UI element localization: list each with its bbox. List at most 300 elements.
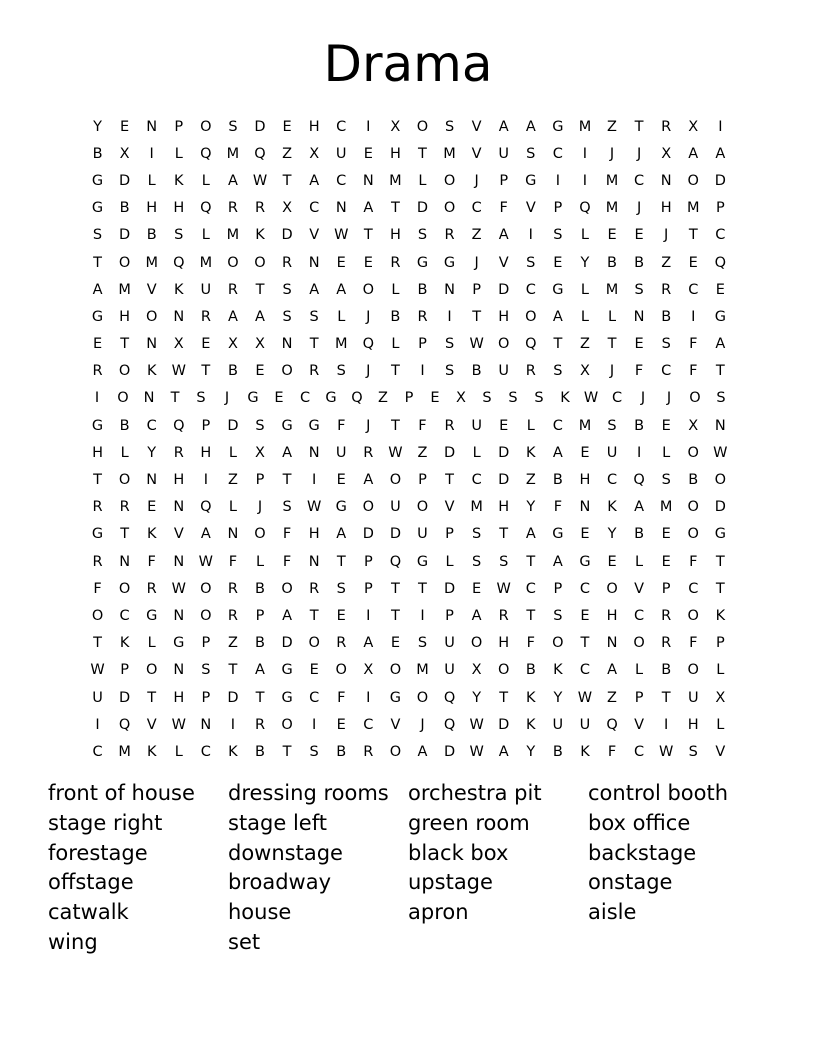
grid-letter: E <box>274 390 284 407</box>
grid-letter: V <box>146 716 157 733</box>
grid-letter: Z <box>282 145 293 162</box>
grid-letter: A <box>200 526 211 543</box>
grid-letter: W <box>577 689 593 706</box>
grid-letter: T <box>445 472 454 489</box>
grid-letter: Q <box>173 254 185 271</box>
grid-letter: O <box>281 363 293 380</box>
grid-letter: G <box>714 526 726 543</box>
grid-letter: T <box>418 145 427 162</box>
grid-letter: M <box>389 172 402 189</box>
grid-letter: Y <box>93 118 102 135</box>
grid-letter: T <box>553 336 563 353</box>
grid-letter: H <box>173 689 185 706</box>
grid-letter: E <box>363 145 373 162</box>
grid-letter: C <box>611 390 623 407</box>
grid-letter: S <box>634 281 644 298</box>
grid-letter: W <box>171 716 186 733</box>
grid-letter: C <box>92 743 103 760</box>
grid-letter: U <box>498 363 510 380</box>
grid-letter: R <box>92 499 103 516</box>
grid-letter: P <box>634 689 644 706</box>
grid-letter: N <box>173 553 185 570</box>
grid-letter: T <box>661 689 671 706</box>
grid-letter: I <box>447 308 452 325</box>
grid-letter: I <box>366 607 371 624</box>
grid-letter: N <box>146 336 158 353</box>
grid-letter: U <box>335 145 347 162</box>
grid-letter: M <box>226 145 240 162</box>
grid-letter: C <box>606 472 618 489</box>
grid-letter: A <box>498 743 509 760</box>
grid-letter: R <box>146 580 157 597</box>
word-list-item: front of house <box>48 781 195 805</box>
grid-letter: M <box>443 145 456 162</box>
grid-letter: N <box>335 200 347 217</box>
grid-letter: I <box>366 118 371 135</box>
grid-letter: I <box>230 716 236 733</box>
grid-letter: D <box>254 118 266 135</box>
grid-letter: P <box>661 580 671 597</box>
grid-letter: I <box>149 145 154 162</box>
grid-letter: B <box>688 472 699 489</box>
grid-letter: R <box>227 200 238 217</box>
letter-grid <box>84 113 734 766</box>
grid-letter: C <box>200 743 211 760</box>
grid-letter: A <box>92 281 103 298</box>
grid-letter: C <box>336 172 347 189</box>
grid-letter: L <box>120 444 129 461</box>
grid-letter: P <box>499 172 509 189</box>
grid-letter: U <box>92 689 103 706</box>
grid-letter: E <box>715 281 725 298</box>
grid-letter: L <box>580 308 589 325</box>
grid-letter: D <box>498 281 510 298</box>
grid-letter: Q <box>362 336 375 353</box>
word-list-item: broadway <box>228 870 332 895</box>
grid-letter: E <box>282 118 292 135</box>
grid-letter: F <box>499 200 508 217</box>
grid-letter: Z <box>227 472 238 489</box>
grid-letter: B <box>552 472 563 489</box>
grid-letter: S <box>282 499 292 516</box>
grid-letter: O <box>552 635 564 652</box>
grid-letter: A <box>336 281 347 298</box>
grid-letter: C <box>525 281 536 298</box>
grid-letter: C <box>309 689 320 706</box>
grid-letter: C <box>299 390 311 407</box>
grid-letter: T <box>580 635 590 652</box>
grid-letter: R <box>390 254 401 271</box>
grid-letter: E <box>580 444 590 461</box>
grid-letter: O <box>687 607 699 624</box>
grid-letter: S <box>174 227 184 244</box>
grid-letter: W <box>252 172 268 189</box>
grid-letter: L <box>635 662 644 679</box>
grid-letter: S <box>417 635 428 652</box>
grid-letter: O <box>308 635 320 652</box>
grid-letter: C <box>552 145 563 162</box>
grid-letter: E <box>688 254 698 271</box>
grid-letter: X <box>390 118 401 135</box>
grid-letter: N <box>308 254 320 271</box>
grid-letter: E <box>661 553 671 570</box>
grid-letter: T <box>715 363 725 380</box>
word-list-item: orchestra pit <box>408 781 542 805</box>
grid-letter: B <box>634 417 645 434</box>
grid-letter: O <box>687 499 699 516</box>
grid-letter: S <box>255 417 265 434</box>
grid-letter: V <box>309 227 320 244</box>
grid-letter: S <box>482 390 492 407</box>
grid-letter: D <box>281 635 293 652</box>
grid-letter: I <box>528 227 533 244</box>
grid-letter: L <box>526 417 535 434</box>
grid-letter: I <box>312 472 317 489</box>
grid-letter: A <box>363 472 374 489</box>
grid-letter: U <box>606 444 618 461</box>
grid-letter: C <box>579 580 590 597</box>
grid-letter: E <box>634 227 644 244</box>
grid-letter: K <box>255 227 265 244</box>
grid-letter: I <box>555 172 560 189</box>
grid-letter: T <box>390 200 400 217</box>
grid-letter: S <box>716 390 726 407</box>
grid-letter: T <box>418 580 427 597</box>
grid-letter: S <box>336 363 346 380</box>
grid-letter: A <box>227 308 238 325</box>
grid-letter: R <box>525 363 536 380</box>
grid-letter: T <box>282 172 292 189</box>
grid-letter: P <box>255 472 265 489</box>
grid-letter: B <box>661 308 672 325</box>
grid-letter: O <box>443 172 456 189</box>
grid-letter: O <box>145 308 158 325</box>
grid-letter: E <box>580 526 590 543</box>
grid-letter: G <box>416 254 429 271</box>
grid-letter: D <box>443 743 456 760</box>
grid-letter: R <box>363 444 374 461</box>
grid-letter: W <box>388 444 403 461</box>
grid-letter: K <box>560 390 570 407</box>
grid-letter: L <box>174 743 183 760</box>
grid-letter: N <box>308 444 320 461</box>
grid-letter: U <box>200 281 212 298</box>
word-list-item: control booth <box>588 781 729 805</box>
grid-letter: X <box>661 145 672 162</box>
word-list-item: onstage <box>588 870 673 895</box>
word-list-item: dressing rooms <box>228 781 389 805</box>
grid-letter: A <box>525 118 536 135</box>
grid-letter: S <box>688 743 698 760</box>
grid-letter: T <box>120 526 130 543</box>
grid-letter: A <box>552 444 563 461</box>
grid-letter: L <box>255 553 265 570</box>
grid-letter: M <box>416 662 429 679</box>
grid-letter: F <box>147 553 156 570</box>
grid-letter: J <box>609 363 615 380</box>
grid-letter: E <box>201 336 211 353</box>
grid-row <box>84 657 734 684</box>
grid-letter: C <box>552 417 563 434</box>
grid-letter: B <box>119 417 130 434</box>
grid-letter: T <box>147 689 157 706</box>
grid-letter: E <box>120 118 130 135</box>
grid-letter: V <box>471 145 482 162</box>
grid-row <box>84 303 734 330</box>
grid-letter: O <box>416 118 429 135</box>
grid-letter: A <box>552 308 563 325</box>
grid-letter: T <box>93 635 102 652</box>
grid-letter: F <box>282 553 292 570</box>
grid-letter: G <box>552 281 564 298</box>
word-list-item: backstage <box>588 840 697 865</box>
grid-letter: P <box>201 635 211 652</box>
grid-row <box>84 439 734 466</box>
grid-letter: O <box>281 716 293 733</box>
grid-letter: Z <box>417 444 428 461</box>
grid-letter: V <box>525 200 536 217</box>
grid-letter: J <box>640 390 646 407</box>
grid-letter: S <box>228 118 238 135</box>
grid-row <box>84 167 734 194</box>
grid-letter: E <box>255 363 265 380</box>
grid-letter: R <box>282 254 293 271</box>
grid-letter: J <box>636 200 642 217</box>
grid-letter: T <box>526 553 536 570</box>
grid-letter: Q <box>173 417 185 434</box>
grid-letter: I <box>582 172 588 189</box>
word-list-item: green room <box>408 810 530 835</box>
grid-letter: U <box>444 635 455 652</box>
grid-letter: O <box>254 526 266 543</box>
grid-letter: A <box>715 145 726 162</box>
grid-letter: R <box>309 363 320 380</box>
grid-letter: S <box>444 363 455 380</box>
grid-letter: V <box>390 716 401 733</box>
grid-letter: R <box>254 716 266 733</box>
grid-letter: A <box>525 526 536 543</box>
grid-letter: T <box>390 417 400 434</box>
grid-letter: A <box>282 444 293 461</box>
grid-letter: X <box>363 662 374 679</box>
grid-letter: D <box>498 472 510 489</box>
grid-letter: U <box>579 716 591 733</box>
grid-letter: J <box>666 390 672 407</box>
grid-row <box>84 684 734 711</box>
grid-letter: O <box>362 499 375 516</box>
grid-letter: C <box>146 417 157 434</box>
grid-letter: J <box>474 172 479 189</box>
grid-letter: W <box>496 580 511 597</box>
grid-row <box>84 548 734 575</box>
grid-letter: O <box>687 662 699 679</box>
grid-letter: E <box>430 390 440 407</box>
grid-letter: O <box>633 635 645 652</box>
grid-letter: S <box>553 363 563 380</box>
grid-letter: K <box>146 743 157 760</box>
grid-letter: O <box>117 390 129 407</box>
grid-letter: I <box>420 363 425 380</box>
grid-letter: M <box>118 743 131 760</box>
grid-letter: O <box>254 254 266 271</box>
grid-letter: L <box>337 308 346 325</box>
grid-letter: N <box>200 716 212 733</box>
grid-letter: S <box>282 281 292 298</box>
grid-letter: H <box>687 716 699 733</box>
grid-letter: S <box>499 553 509 570</box>
grid-letter: Q <box>579 200 591 217</box>
grid-letter: E <box>336 716 346 733</box>
grid-letter: B <box>552 743 563 760</box>
grid-letter: B <box>634 254 645 271</box>
grid-letter: I <box>582 145 588 162</box>
grid-letter: N <box>146 118 158 135</box>
grid-letter: G <box>173 635 185 652</box>
grid-letter: G <box>308 417 320 434</box>
grid-letter: T <box>309 336 319 353</box>
grid-letter: Q <box>714 254 727 271</box>
grid-letter: S <box>661 336 671 353</box>
grid-letter: S <box>282 308 292 325</box>
grid-letter: J <box>474 254 479 271</box>
grid-letter: B <box>255 743 265 760</box>
grid-letter: K <box>526 716 536 733</box>
grid-letter: O <box>689 390 701 407</box>
grid-letter: H <box>389 227 401 244</box>
grid-letter: L <box>391 281 400 298</box>
grid-letter: G <box>91 172 104 189</box>
grid-letter: G <box>281 417 293 434</box>
grid-letter: R <box>444 227 455 244</box>
grid-letter: K <box>174 281 184 298</box>
grid-row <box>84 494 734 521</box>
grid-letter: I <box>366 689 371 706</box>
grid-letter: N <box>444 281 455 298</box>
grid-letter: C <box>634 172 645 189</box>
grid-letter: T <box>390 607 400 624</box>
grid-letter: F <box>689 635 698 652</box>
grid-letter: N <box>362 172 374 189</box>
grid-letter: R <box>119 499 130 516</box>
grid-letter: D <box>227 689 239 706</box>
grid-letter: A <box>552 553 563 570</box>
grid-letter: W <box>334 227 349 244</box>
word-list-item: box office <box>588 810 691 835</box>
grid-row <box>84 331 734 358</box>
grid-letter: E <box>92 336 103 353</box>
grid-letter: M <box>605 200 619 217</box>
grid-letter: G <box>91 526 104 543</box>
grid-letter: A <box>715 336 726 353</box>
grid-letter: X <box>282 200 293 217</box>
grid-row <box>84 195 734 222</box>
grid-letter: R <box>417 308 428 325</box>
grid-letter: B <box>255 635 265 652</box>
grid-letter: R <box>444 417 455 434</box>
grid-letter: H <box>498 499 510 516</box>
grid-letter: W <box>583 390 599 407</box>
grid-letter: L <box>445 553 454 570</box>
grid-letter: B <box>661 662 672 679</box>
grid-letter: E <box>634 336 644 353</box>
grid-letter: I <box>420 607 425 624</box>
grid-letter: O <box>525 308 537 325</box>
grid-letter: S <box>92 227 103 244</box>
grid-letter: H <box>389 145 401 162</box>
grid-letter: J <box>257 499 263 516</box>
grid-letter: W <box>659 743 674 760</box>
grid-letter: N <box>173 607 185 624</box>
grid-letter: X <box>688 118 699 135</box>
grid-row <box>84 602 734 629</box>
grid-letter: T <box>715 580 725 597</box>
grid-letter: O <box>227 254 239 271</box>
grid-letter: Z <box>525 472 536 489</box>
grid-letter: Z <box>661 254 672 271</box>
grid-letter: J <box>366 308 371 325</box>
grid-letter: J <box>664 227 669 244</box>
grid-letter: S <box>553 607 563 624</box>
grid-letter: U <box>471 417 482 434</box>
grid-letter: I <box>203 472 208 489</box>
grid-letter: T <box>390 363 400 380</box>
grid-letter: W <box>469 743 484 760</box>
grid-letter: B <box>146 227 157 244</box>
grid-letter: M <box>659 499 673 516</box>
grid-letter: W <box>171 363 186 380</box>
grid-letter: A <box>282 607 293 624</box>
grid-letter: Z <box>471 227 482 244</box>
grid-letter: Q <box>200 145 212 162</box>
grid-letter: M <box>578 118 592 135</box>
grid-letter: M <box>605 172 619 189</box>
grid-letter: T <box>499 526 509 543</box>
word-list <box>48 779 788 958</box>
grid-letter: O <box>91 607 104 624</box>
grid-letter: M <box>199 254 213 271</box>
grid-letter: E <box>336 607 346 624</box>
grid-letter: D <box>443 580 456 597</box>
grid-letter: X <box>456 390 466 407</box>
grid-letter: G <box>416 553 429 570</box>
grid-letter: U <box>335 444 347 461</box>
grid-letter: A <box>471 607 482 624</box>
grid-letter: I <box>95 716 100 733</box>
grid-letter: X <box>688 417 699 434</box>
grid-letter: H <box>92 444 103 461</box>
grid-letter: W <box>90 662 105 679</box>
grid-letter: B <box>634 526 645 543</box>
grid-letter: D <box>227 417 239 434</box>
grid-row <box>84 140 734 167</box>
grid-letter: X <box>471 662 482 679</box>
grid-letter: O <box>416 689 429 706</box>
grid-letter: L <box>662 444 671 461</box>
grid-letter: P <box>255 607 265 624</box>
grid-letter: O <box>714 472 727 489</box>
grid-letter: D <box>714 172 726 189</box>
grid-letter: H <box>498 635 510 652</box>
grid-letter: O <box>416 499 429 516</box>
grid-letter: T <box>607 336 617 353</box>
grid-letter: S <box>553 227 563 244</box>
word-list-item: set <box>228 929 261 954</box>
grid-letter: M <box>118 281 131 298</box>
grid-letter: L <box>580 227 589 244</box>
grid-letter: A <box>309 172 320 189</box>
word-list-item: apron <box>408 900 469 925</box>
grid-letter: Z <box>579 336 590 353</box>
